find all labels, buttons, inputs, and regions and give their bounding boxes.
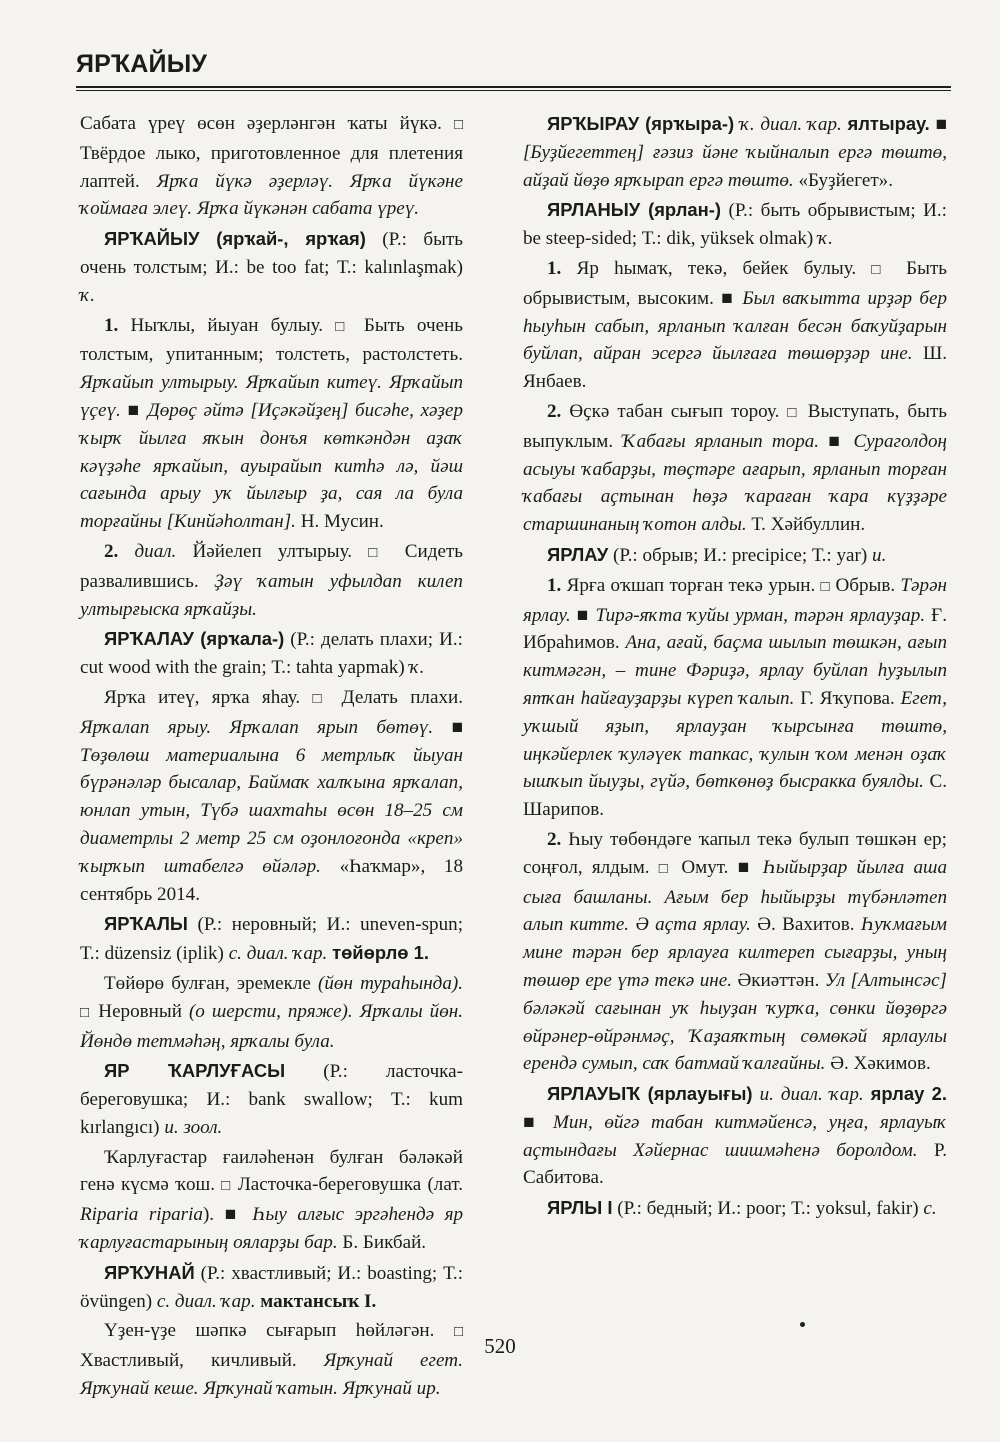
page-number: 520	[484, 1334, 516, 1358]
entry-text: Егет, уҡшый яҙып, ярлауҙан ҡырсынға төштө, иңкәйерлек ҡуләүек тапкас, ҡулын ҡом менән оҙаҡ ышҡып йыуҙы, гүйә, бөткөнөҙ бысракка буялды.	[523, 687, 947, 793]
entry-text: Быть обрывистым, высоким. ■	[523, 257, 948, 309]
entry-text: Дөрөҫ әйтә [Иҫәкәйҙең] бисәһе, хәҙер ҡырҡ йылға яҡын донъя көткәндән аҙаҡ кәүҙәһе ярҡайып, ауырайып китһә лә, йәш сағында арыу уҡ йылғыр ҙа, сая ла була торғайны [Кинйәһолтан].	[80, 399, 463, 533]
dictionary-paragraph	[80, 625, 463, 682]
square-marker: □	[335, 318, 352, 335]
dictionary-paragraph	[80, 225, 463, 309]
entry-text: Ярҡунай егет. Ярҡунай кеше. Ярҡунай ҡатын. Ярҡунай ир.	[80, 1350, 463, 1400]
entry-text: Тирә-яҡта ҡуйы урман, тәрән ярлауҙар.	[595, 604, 926, 626]
entry-text: 2.	[547, 828, 562, 850]
entry-text: 1.	[547, 574, 562, 596]
dictionary-paragraph	[80, 1057, 463, 1141]
entry-text	[118, 541, 134, 562]
entry-text: Сидеть развалившись.	[80, 540, 463, 592]
square-marker: □	[820, 578, 831, 595]
entry-text: ҡ.	[80, 284, 95, 306]
entry-text: (Р.: неровный; И.: uneven-spun; Т.: düzensiz (iplik)	[80, 914, 463, 965]
dictionary-paragraph	[523, 1194, 947, 1223]
square-marker: □	[871, 261, 891, 278]
entry-text: мактансыҡ I.	[260, 1290, 377, 1312]
entry-text: Неровный	[91, 1000, 189, 1022]
entry-text: Ана, ағай, баҫма шылып төшкән, ағып китмәгән, – тине Фәриҙә, ярлау буйлап һуҙылып ятҡан һайғауҙарҙы күреп ҡалып.	[523, 632, 947, 709]
entry-text: Һуҡмағым мине тәрән бер ярлауға килтереп сығарҙы, уның төшөр ере үтә текә ине.	[523, 914, 947, 991]
headword: ЯРЛАУ	[547, 543, 609, 565]
running-head: ЯРҠАЙЫУ	[76, 50, 208, 78]
dictionary-paragraph	[523, 572, 947, 824]
entry-text: и. диал. ҡар.	[759, 1084, 864, 1106]
entry-text: Ярҡалап ярыу. Ярҡалап ярып бөтөү.	[80, 716, 434, 738]
square-marker: □	[658, 860, 673, 877]
entry-text: Ныҡлы, йыуан булыу.	[118, 314, 336, 336]
entry-text: (Р.: быть обрывистым; И.: be steep-sided; Т.: dik, yüksek olmak)	[523, 200, 947, 250]
entry-text: с. диал. ҡар.	[156, 1290, 256, 1312]
headword: ЯРҠУНАЙ	[104, 1261, 195, 1283]
dictionary-paragraph	[523, 1080, 947, 1192]
headword: төйөрлө 1.	[332, 942, 429, 964]
entry-text: Быть очень толстым, упитанным; толстеть, растолстеть.	[80, 314, 463, 366]
entry-text: ). ■	[202, 1204, 253, 1226]
headword: ЯРҠАЛАУ (ярҡала-)	[104, 628, 285, 650]
dictionary-paragraph	[523, 541, 947, 570]
entry-text: Ярҡа йүкә әҙерләү. Ярҡа йүкәне ҡоймаға элеү. Ярҡа йүкәнән сабата үреү.	[80, 170, 463, 220]
entry-text: Н. Мусин.	[295, 511, 384, 533]
entry-text: Йәйелеп ултырыу.	[176, 540, 369, 562]
entry-text: (Р.: обрыв; И.: precipice; Т.: yar)	[608, 544, 873, 566]
dictionary-paragraph	[80, 110, 463, 223]
entry-text: ■	[929, 114, 947, 135]
entry-text: (Р.: ласточка-береговушка; И.: bank swallow; Т.: kum kırlangıcı)	[80, 1061, 463, 1138]
square-marker: □	[368, 544, 389, 561]
right-column	[523, 110, 947, 1225]
entry-text: диал.	[134, 540, 177, 562]
entry-text: Әкиәттән.	[731, 969, 825, 991]
entry-text: Һыу алғыс эргәһендә яр ҡарлуғастарының ояларҙы бар.	[80, 1204, 463, 1254]
dictionary-paragraph	[80, 910, 463, 968]
entry-text: Һыйырҙар йылға аша сыға башланы. Ағым бер һыйырҙы түбәнләтеп алып китте. Ә аҫта ярлау.	[523, 856, 947, 936]
entry-text: Хвастливый, кичливый.	[80, 1350, 324, 1372]
entry-text: ■	[433, 716, 463, 738]
dictionary-paragraph	[80, 970, 463, 1055]
entry-text: Мин, өйгә табан китмәйенсә, уңға, ярлауыҡ аҫтындағы Хәйернас шишмәһенә боролдом.	[523, 1111, 947, 1161]
entry-text: ■	[120, 399, 148, 421]
entry-text: Б. Бикбай.	[337, 1232, 427, 1254]
dictionary-paragraph	[80, 1144, 463, 1257]
entry-text: Обрыв.	[830, 574, 901, 596]
entry-text: С. Шарипов.	[523, 771, 947, 821]
square-marker: □	[312, 690, 330, 707]
entry-text: Ә. Хәкимов.	[825, 1053, 931, 1075]
entry-text: Ласточка-береговушка (лат.	[231, 1174, 463, 1196]
square-marker: □	[221, 1178, 232, 1195]
entry-text: (Р.: делать плахи; И.: cut wood with the grain; Т.: tahta yapmak)	[80, 629, 463, 679]
entry-text: Үҙен-үҙе шәпкә сығарып һөйләгән.	[104, 1320, 454, 1342]
entry-text: Өҫкә табан сығып тороу.	[561, 400, 788, 422]
entry-text: Ш. Янбаев.	[523, 343, 947, 393]
entry-text: Ҡарлуғастар ғаиләһенән булған бәләкәй генә күсмә ҡош.	[80, 1146, 463, 1196]
entry-text: «Буҙйегет».	[793, 169, 893, 191]
square-marker: □	[80, 1004, 92, 1021]
entry-text: (Р.: быть очень толстым; И.: be too fat; Т.: kalınlaşmak)	[80, 229, 463, 278]
entry-text: Ғ. Ибраһимов.	[523, 604, 947, 654]
entry-text: Т. Хәйбуллин.	[746, 514, 866, 536]
entry-text: и. зоол.	[164, 1116, 223, 1138]
headword: ЯРҠАЛЫ	[104, 913, 188, 935]
dictionary-paragraph	[523, 196, 947, 253]
headword: ЯР ҠАРЛУҒАСЫ	[104, 1060, 286, 1082]
entry-text: Ярҡайып ултырыу. Ярҡайып китеү. Ярҡайып үҫеү.	[80, 372, 463, 421]
entry-text: с.	[923, 1198, 937, 1220]
dictionary-paragraph	[80, 1317, 463, 1402]
headword: ЯРҠАЙЫУ (ярҡай-, ярҡая)	[104, 228, 366, 250]
entry-text: и.	[872, 544, 887, 566]
entry-text: Һыу төбөндәге ҡапыл текә булып төшкән ер; соңғол, ялдым.	[523, 828, 947, 878]
entry-text: Төйөрө булған, эремекле	[104, 972, 319, 994]
entry-text: Сабата үреү өсөн әҙерләнгән ҡаты йүкә.	[80, 113, 454, 134]
entry-text: Выступать, быть выпуклым.	[523, 400, 948, 452]
entry-text: ■	[570, 604, 596, 626]
entry-text: 2.	[547, 400, 562, 422]
entry-text: Төҙөлөш материалына 6 метрлыҡ йыуан бүрәнәләр бысалар, Баймаҡ халҡына ярҡалап, юнлап утын, Түбә шахтаһы өсөн 18–25 см диаметрлы 2 метр 25 см оҙонлоғонда «креп» ҡырҡып штабелгә өйәләр.	[80, 744, 463, 877]
left-column	[80, 110, 463, 1405]
entry-text: Ул [Алтынсәс] бәләкәй сағынан уҡ һыуҙан ҡурҡа, сөнки йөҙөргә өйрәнер-өйрәнмәҫ, Ҡаҙаяҡтың сөмөкәй ярлаулы ерендә сумып, саҡ батмай ҡалғайны.	[523, 969, 947, 1075]
entry-text: ҡ.	[818, 228, 833, 250]
entry-text: Сураголдоң асыуы ҡабарҙы, төҫтәре ағарып, ярланып торған ҡабағы аҫтынан һөҙә ҡараған ҡара күҙҙәре старшинаның ҡотон алды.	[523, 430, 948, 536]
entry-text: Омут. ■	[672, 856, 763, 878]
entry-text: Ярға оҡшап торған текә урын.	[561, 574, 821, 596]
dictionary-paragraph	[80, 1259, 463, 1316]
entry-text: Твёрдое лыко, приготовленное для плетения лаптей.	[80, 142, 463, 192]
dictionary-paragraph	[523, 110, 947, 194]
entry-text: 2.	[104, 540, 119, 562]
square-marker: □	[453, 117, 463, 133]
dictionary-paragraph	[523, 255, 947, 396]
dictionary-paragraph	[80, 538, 463, 623]
entry-text: Ә. Вахитов.	[750, 914, 861, 936]
entry-text: Был ваҡытта ирҙәр бер һыуһын сабып, ярланып ҡалған бесән баҡуйҙарын буйлап, айран эсергә йылғаға төшөрҙәр ине.	[523, 287, 947, 365]
entry-text: Яр һымаҡ, текә, бейек булыу.	[561, 257, 872, 279]
entry-text: ҡ.	[409, 657, 425, 679]
dictionary-paragraph	[523, 826, 947, 1078]
square-marker: □	[453, 1324, 463, 1341]
dictionary-paragraph	[523, 398, 947, 539]
entry-text: 1.	[104, 314, 119, 336]
headword: ЯРЛАУЫҠ (ярлауығы)	[547, 1083, 753, 1105]
entry-text: (Р.: хвастливый; И.: boasting; Т.: övüngen)	[80, 1262, 463, 1312]
entry-text: Ярҡа итеү, ярҡа яһау.	[104, 686, 313, 708]
headword: ЯРҠЫРАУ (ярҡыра-)	[547, 113, 735, 134]
printer-dot	[800, 1322, 805, 1327]
entry-text: (йөн тураһында).	[318, 972, 463, 994]
dictionary-paragraph	[80, 312, 463, 536]
entry-text	[753, 1084, 760, 1105]
entry-text: [Буҙйегеттең] ғәзиз йәне ҡыйналып ергә төштө, айҙай йөҙө ярҡырап ергә төштө.	[523, 141, 947, 191]
entry-text: ■	[523, 1111, 554, 1133]
dictionary-paragraph	[80, 684, 463, 908]
entry-text: Ҡабағы ярланып тора.	[622, 430, 820, 452]
headword: ялтырау.	[847, 113, 930, 134]
header-rule	[76, 86, 951, 91]
entry-text: 1.	[547, 257, 562, 279]
entry-text	[864, 1084, 871, 1105]
entry-text: ■	[819, 430, 854, 452]
square-marker: □	[787, 404, 800, 421]
headword: ЯРЛЫ I	[547, 1197, 613, 1219]
headword: ЯРЛАНЫУ (ярлан-)	[547, 199, 721, 221]
entry-text: с. диал. ҡар.	[228, 943, 328, 965]
entry-text: ҡ. диал. ҡар.	[739, 114, 842, 135]
entry-text: Riparia riparia	[80, 1204, 203, 1226]
entry-text: «Һаҡмар», 18 сентябрь 2014.	[80, 855, 463, 905]
entry-text: (о шерсти, пряже). Ярҡалы йөн. Йөндө тетмәһәң, ярҡалы була.	[80, 1000, 463, 1052]
entry-text: Тәрән ярлау.	[523, 574, 948, 626]
entry-text: Делать плахи.	[329, 686, 463, 708]
headword: ярлау 2.	[870, 1083, 947, 1105]
entry-text: Г. Яҡупова.	[794, 687, 901, 709]
entry-text: Ҙәү ҡатын уфылдап килеп ултырғыска ярҡайҙы.	[80, 570, 463, 620]
entry-text: Р. Сабитова.	[523, 1139, 947, 1189]
entry-text: (Р.: бедный; И.: poor; Т.: yoksul, fakir)	[612, 1198, 924, 1220]
